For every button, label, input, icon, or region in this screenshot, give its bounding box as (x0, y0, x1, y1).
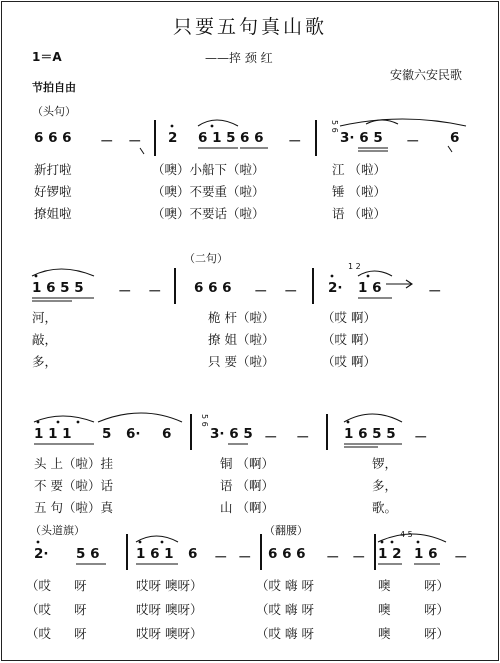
barline (326, 414, 328, 450)
lyric-text: （哎 嗨 呀 (256, 626, 314, 641)
section-label: （翻腰） (264, 524, 308, 537)
lyric-text: （哎 嗨 呀 (256, 602, 314, 617)
note-group: 1 6 1 (136, 546, 174, 562)
lyric-text: 呀 (74, 626, 87, 641)
lyric-text: （哎 嗨 呀 (256, 578, 314, 593)
grace-note: 4 5 (400, 530, 413, 539)
dash: － (284, 284, 298, 300)
sheet-music-page (1, 1, 499, 661)
note: 6 (188, 546, 198, 562)
barline (374, 534, 376, 570)
note-group: 1 1 1 (34, 426, 72, 442)
slur (98, 413, 182, 422)
note: 5 (102, 426, 112, 442)
lyric-text: 河， (32, 310, 58, 325)
barline (126, 534, 128, 570)
note-group: 6 6 6 (34, 130, 72, 146)
slur (340, 119, 466, 126)
lyric-text: 撩姐啦 (34, 206, 72, 221)
lyric-text: 不 要（啦）话 (34, 478, 113, 493)
song-subtitle: ——捽 颈 红 (205, 51, 273, 65)
dash: － (254, 284, 268, 300)
lyric-text: 山 （啊） (220, 500, 274, 515)
section-label: （头道旗） (30, 524, 85, 537)
lyric-text: 语 （啊） (220, 478, 274, 493)
note-group: 1 6 (414, 546, 438, 562)
lyric-text: （噢）不要重（啦） (152, 184, 265, 199)
dash: － (288, 134, 302, 150)
note: 2 (168, 130, 178, 146)
dash: － (352, 550, 366, 566)
note-group: 3· 6 5 (340, 130, 383, 146)
lyric-text: 呀） (424, 578, 450, 593)
lyric-text: 铜 （啊） (220, 456, 274, 471)
dash: － (454, 550, 468, 566)
lyric-text: 锣， (372, 456, 398, 471)
lyric-text: （哎 (26, 626, 52, 641)
dash: － (128, 134, 142, 150)
lyric-text: 呀） (424, 626, 450, 641)
song-origin: 安徽六安民歌 (390, 68, 463, 82)
note-group: 1 6 5 5 (32, 280, 84, 296)
lyric-text: 撩 姐（啦） (208, 332, 275, 347)
lyric-text: 哎呀 噢呀） (136, 626, 203, 641)
lyric-text: 呀） (424, 602, 450, 617)
dash: － (214, 550, 228, 566)
lyric-text: 五 句（啦）真 (34, 500, 113, 515)
lyric-text: 哎呀 噢呀） (136, 578, 203, 593)
lyric-text: 多， (372, 478, 398, 493)
dash: － (118, 284, 132, 300)
lyric-text: 头 上（啦）挂 (34, 456, 113, 471)
barline (174, 268, 176, 304)
lyric-text: 噢 (378, 602, 391, 617)
note-group: 1 2 (378, 546, 402, 562)
lyric-text: 新打啦 (34, 162, 72, 177)
lyric-text: 锤 （啦） (332, 184, 386, 199)
tie-arrow (406, 280, 412, 288)
dash: － (100, 134, 114, 150)
section-label: （头句） (32, 105, 76, 118)
note-group: 6 6 6 (268, 546, 306, 562)
lyric-text: 多， (32, 354, 58, 369)
lyric-text: （噢）小船下（啦） (152, 162, 265, 177)
slur (358, 271, 392, 276)
note: 6 (450, 130, 460, 146)
dash: － (406, 134, 420, 150)
lyric-text: 只 要（啦） (208, 354, 275, 369)
barline (312, 268, 314, 304)
song-title: 只要五句真山歌 (172, 16, 327, 38)
note: 2· (328, 280, 343, 296)
note: 6 (162, 426, 172, 442)
note-group: 1 6 5 5 (344, 426, 396, 442)
lyric-text: 江 （啦） (332, 162, 386, 177)
lyric-text: 噢 (378, 578, 391, 593)
grace-note: 5 6 (200, 414, 209, 427)
dash: － (428, 284, 442, 300)
dash: － (148, 284, 162, 300)
lyric-text: 歌。 (372, 500, 398, 515)
dash: － (238, 550, 252, 566)
lyric-text: 呀 (74, 578, 87, 593)
grace-note: 5 6 (330, 120, 339, 133)
barline (154, 120, 156, 156)
note: 2· (34, 546, 49, 562)
slur (136, 536, 178, 542)
dash: － (296, 430, 310, 446)
lyric-text: 噢 (378, 626, 391, 641)
note-group: 5 6 (76, 546, 100, 562)
lyric-text: （哎 (26, 578, 52, 593)
note-group: 1 6 (358, 280, 382, 296)
lyric-text: （哎 (26, 602, 52, 617)
lyric-text: 语 （啦） (332, 206, 386, 221)
lyric-text: （哎 啊） (322, 354, 376, 369)
lyric-text: 好锣啦 (34, 184, 72, 199)
tempo-marking: 节拍自由 (32, 81, 76, 94)
grace-note: 1 2 (348, 262, 361, 271)
slur (344, 414, 402, 422)
slur (198, 120, 238, 126)
note-group: 6 6 (240, 130, 264, 146)
barline (190, 414, 192, 450)
dash: － (326, 550, 340, 566)
slur (366, 120, 398, 124)
section-label: （二句） (184, 252, 228, 265)
lyric-text: 哎呀 噢呀） (136, 602, 203, 617)
barline (260, 534, 262, 570)
note-group: 3· 6 5 (210, 426, 253, 442)
lyric-text: 敲， (32, 332, 58, 347)
note-group: 6 1 5 (198, 130, 236, 146)
note-group: 6 6 6 (194, 280, 232, 296)
lyric-text: （噢）不要话（啦） (152, 206, 265, 221)
lyric-text: 呀 (74, 602, 87, 617)
lyric-text: （哎 啊） (322, 310, 376, 325)
note: 6· (126, 426, 141, 442)
slur (32, 269, 94, 276)
dash: － (414, 430, 428, 446)
lyric-text: 桅 杆（啦） (208, 310, 275, 325)
lyric-text: （哎 啊） (322, 332, 376, 347)
key-signature: 1＝A (32, 50, 62, 64)
slur (34, 416, 94, 422)
dash: － (264, 430, 278, 446)
barline (315, 120, 317, 156)
